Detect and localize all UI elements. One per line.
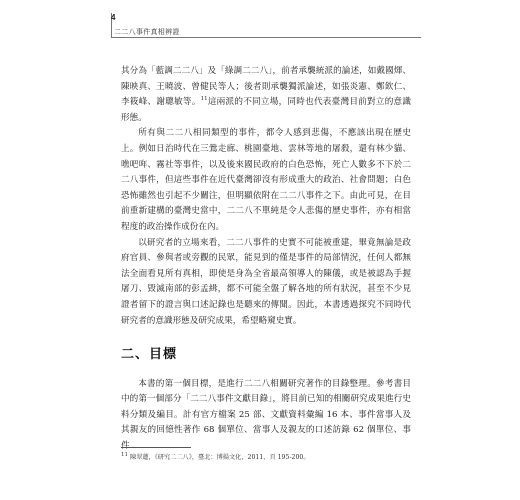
- footnote-text: 陳翠蓮，《研究二二八》，臺北：博揚文化，2011，頁 195-200。: [129, 454, 310, 461]
- header-rule: [111, 37, 421, 38]
- paragraph-4: 本書的第一個目標，是進行二二八相關研究著作的目錄整理。參考書目中的第一個部分「二二八事件文獻目錄」，將目前已知的相關研究成果進行史料分類及編目。計有官方檔案 25 部、文獻資料彙編 16 本、事件當事人及其親友的回憶性著作 68 個單位、當事人及親友的口述訪錄 62 個單位、事件: [121, 378, 411, 452]
- page-number: 4: [111, 13, 116, 22]
- paragraph-3: 以研究者的立場來看，二二八事件的史實不可能被重建，畢竟無論是政府官員、參與者或旁觀的民眾，能見到的僅是事件的局部情況，任何人都無法全面看見所有真相，即使是身為全省最高領導人的陳儀，或是被認為手握屠刀、毀滅南部的彭孟緝，都不可能全盤了解各地的所有狀況，甚至不少見證者留下的證言與口述記錄也是聽來的傳聞。因此，本書透過探究不同時代研究者的意識形態及研究成果，希望略窺史實。: [121, 237, 411, 326]
- footnote-rule: [121, 447, 191, 448]
- footnote-number: 11: [121, 451, 128, 458]
- footnote-11: [121, 452, 411, 461]
- paragraph-1-tail: 這兩派的不同立場，同時也代表臺灣目前對立的意識形態。: [121, 97, 411, 123]
- paragraph-2: 所有與二二八相同類型的事件，都令人感到悲傷，不應該出現在歷史上。例如日治時代在三鶯走廊、桃園臺地、雲林等地的屠殺，還有林少貓、噍吧哖、霧社等事件，以及後來國民政府的白色恐怖，死亡人數多不下於二二八事件，但這些事件在近代臺灣卻沒有形成重大的政治、社會問題；白色恐怖雖然也引起不少關注，但明顯依附在二二八事件之下。由此可見，在目前重新建構的臺灣史當中，二二八不單純是令人悲傷的歷史事件，亦有相當程度的政治操作成份在內。: [121, 128, 411, 232]
- running-header-title: 二二八事件真相辨證: [114, 28, 180, 36]
- footnote-ref-11: 11: [200, 96, 208, 103]
- body-text: [121, 64, 411, 455]
- paragraph-1: [121, 64, 411, 126]
- paragraph-1-text: 其分為「藍調二二八」及「綠調二二八」，前者承襲統派的論述，如戴國煇、陳映真、王曉波、曾健民等人；後者則承襲獨派論述，如張炎憲、鄭欽仁、李筱峰、謝聰敏等。: [121, 66, 411, 108]
- section-heading-goals: 二、目標: [121, 347, 178, 363]
